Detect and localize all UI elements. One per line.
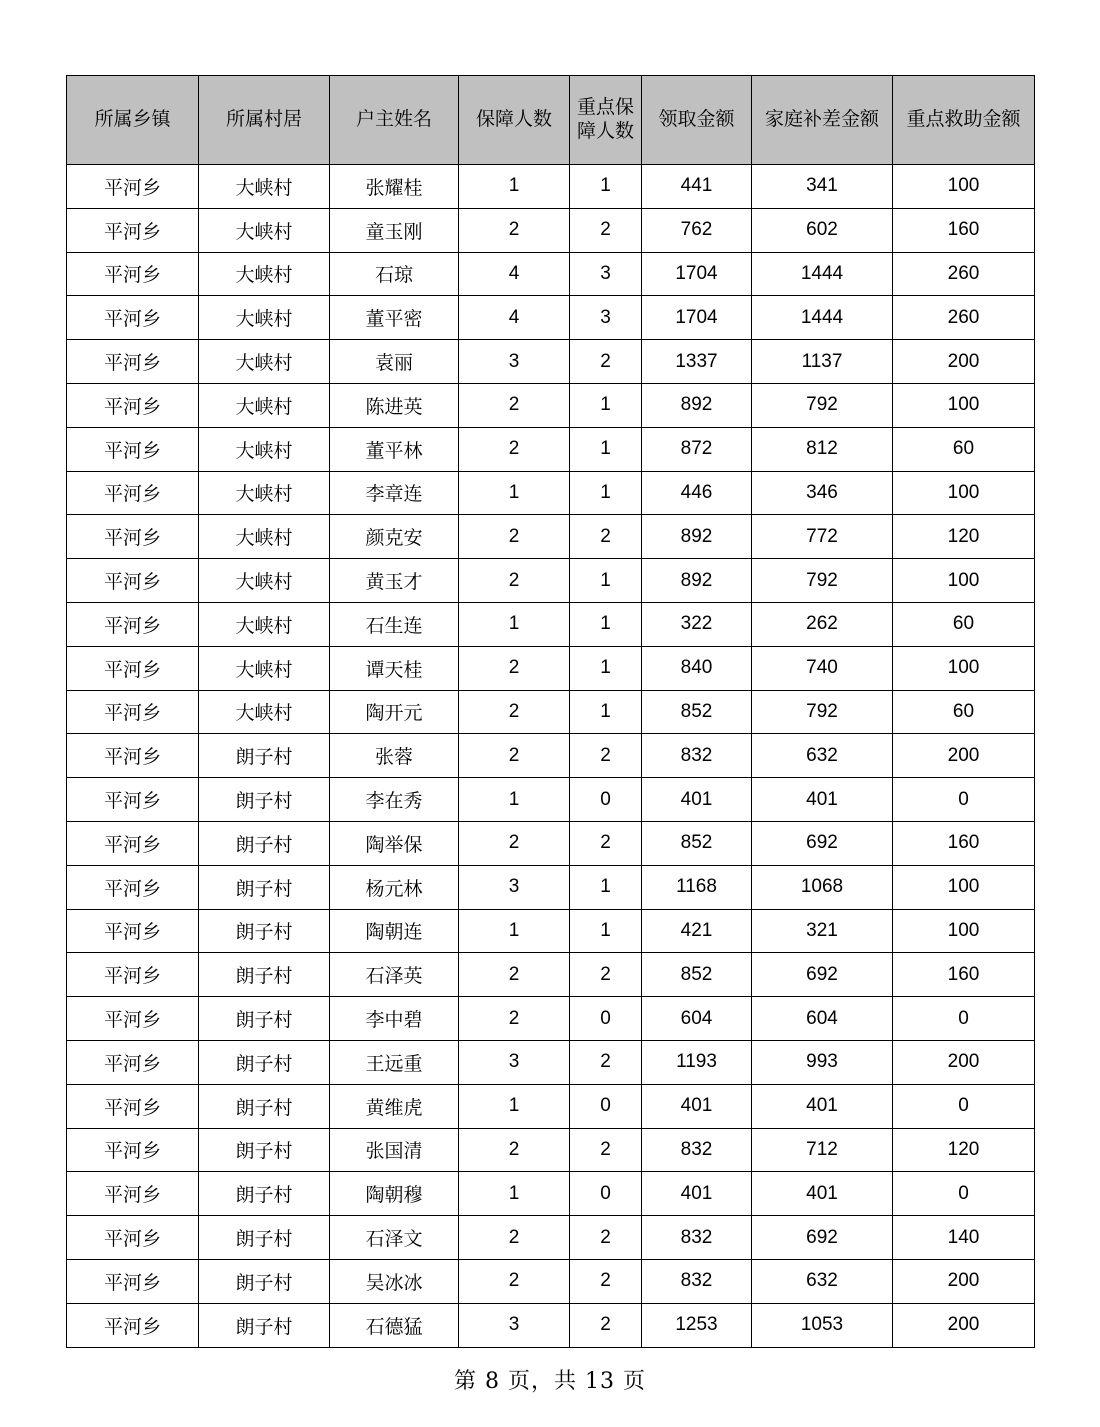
cell-covered-count: 3 — [459, 1303, 570, 1347]
cell-covered-count: 2 — [459, 997, 570, 1041]
header-received-amount: 领取金额 — [642, 76, 752, 165]
cell-key-relief: 100 — [893, 909, 1035, 953]
cell-family-subsidy: 712 — [752, 1128, 893, 1172]
cell-town: 平河乡 — [67, 778, 199, 822]
table-row — [67, 1172, 1035, 1216]
cell-householder: 李中碧 — [330, 997, 459, 1041]
cell-village: 大峡村 — [199, 559, 330, 603]
cell-key-covered-count: 3 — [570, 252, 642, 296]
cell-key-covered-count: 2 — [570, 1040, 642, 1084]
cell-key-relief: 200 — [893, 734, 1035, 778]
cell-received-amount: 762 — [642, 208, 752, 252]
table-row — [67, 778, 1035, 822]
cell-family-subsidy: 602 — [752, 208, 893, 252]
cell-family-subsidy: 346 — [752, 471, 893, 515]
cell-village: 朗子村 — [199, 734, 330, 778]
cell-covered-count: 3 — [459, 865, 570, 909]
cell-key-relief: 260 — [893, 252, 1035, 296]
cell-received-amount: 852 — [642, 953, 752, 997]
cell-family-subsidy: 632 — [752, 1259, 893, 1303]
cell-covered-count: 1 — [459, 1084, 570, 1128]
header-family-subsidy: 家庭补差金额 — [752, 76, 893, 165]
cell-village: 大峡村 — [199, 252, 330, 296]
cell-key-relief: 100 — [893, 865, 1035, 909]
table-row — [67, 909, 1035, 953]
cell-town: 平河乡 — [67, 646, 199, 690]
cell-family-subsidy: 692 — [752, 821, 893, 865]
cell-village: 朗子村 — [199, 778, 330, 822]
cell-village: 大峡村 — [199, 646, 330, 690]
cell-key-relief: 60 — [893, 427, 1035, 471]
cell-key-covered-count: 2 — [570, 1259, 642, 1303]
cell-town: 平河乡 — [67, 427, 199, 471]
page-footer: 第 8 页，共 13 页 — [454, 1369, 646, 1394]
cell-family-subsidy: 321 — [752, 909, 893, 953]
cell-covered-count: 2 — [459, 1259, 570, 1303]
cell-village: 朗子村 — [199, 909, 330, 953]
cell-village: 大峡村 — [199, 165, 330, 209]
cell-covered-count: 1 — [459, 1172, 570, 1216]
cell-key-covered-count: 1 — [570, 865, 642, 909]
cell-householder: 李章连 — [330, 471, 459, 515]
cell-key-covered-count: 2 — [570, 1128, 642, 1172]
cell-key-relief: 120 — [893, 515, 1035, 559]
cell-family-subsidy: 993 — [752, 1040, 893, 1084]
cell-covered-count: 2 — [459, 515, 570, 559]
cell-town: 平河乡 — [67, 690, 199, 734]
cell-received-amount: 446 — [642, 471, 752, 515]
cell-received-amount: 401 — [642, 778, 752, 822]
cell-householder: 石德猛 — [330, 1303, 459, 1347]
cell-village: 大峡村 — [199, 471, 330, 515]
cell-covered-count: 4 — [459, 296, 570, 340]
table-row — [67, 296, 1035, 340]
cell-town: 平河乡 — [67, 515, 199, 559]
cell-town: 平河乡 — [67, 383, 199, 427]
cell-town: 平河乡 — [67, 471, 199, 515]
cell-family-subsidy: 792 — [752, 383, 893, 427]
cell-received-amount: 852 — [642, 821, 752, 865]
cell-family-subsidy: 1137 — [752, 340, 893, 384]
cell-received-amount: 840 — [642, 646, 752, 690]
cell-covered-count: 2 — [459, 690, 570, 734]
cell-key-covered-count: 3 — [570, 296, 642, 340]
table-row — [67, 1084, 1035, 1128]
cell-covered-count: 2 — [459, 734, 570, 778]
table-row — [67, 997, 1035, 1041]
cell-family-subsidy: 401 — [752, 778, 893, 822]
cell-town: 平河乡 — [67, 1040, 199, 1084]
cell-town: 平河乡 — [67, 953, 199, 997]
cell-family-subsidy: 692 — [752, 1216, 893, 1260]
cell-key-relief: 60 — [893, 602, 1035, 646]
table-row — [67, 515, 1035, 559]
header-row — [67, 76, 1035, 165]
cell-covered-count: 2 — [459, 821, 570, 865]
cell-key-relief: 100 — [893, 165, 1035, 209]
cell-town: 平河乡 — [67, 165, 199, 209]
cell-town: 平河乡 — [67, 1128, 199, 1172]
header-key-relief: 重点救助金额 — [893, 76, 1035, 165]
cell-town: 平河乡 — [67, 602, 199, 646]
cell-family-subsidy: 772 — [752, 515, 893, 559]
cell-key-relief: 120 — [893, 1128, 1035, 1172]
cell-family-subsidy: 1444 — [752, 296, 893, 340]
cell-householder: 石生连 — [330, 602, 459, 646]
cell-householder: 董平密 — [330, 296, 459, 340]
cell-key-covered-count: 1 — [570, 471, 642, 515]
cell-covered-count: 2 — [459, 646, 570, 690]
cell-village: 朗子村 — [199, 953, 330, 997]
cell-key-relief: 100 — [893, 471, 1035, 515]
table-body — [67, 165, 1035, 1348]
cell-key-relief: 60 — [893, 690, 1035, 734]
cell-village: 大峡村 — [199, 383, 330, 427]
cell-key-relief: 100 — [893, 646, 1035, 690]
cell-received-amount: 1704 — [642, 296, 752, 340]
cell-householder: 陶朝穆 — [330, 1172, 459, 1216]
cell-householder: 王远重 — [330, 1040, 459, 1084]
table-row — [67, 734, 1035, 778]
table-row — [67, 340, 1035, 384]
cell-householder: 黄玉才 — [330, 559, 459, 603]
cell-key-covered-count: 2 — [570, 1303, 642, 1347]
cell-householder: 陶开元 — [330, 690, 459, 734]
cell-village: 大峡村 — [199, 208, 330, 252]
cell-covered-count: 1 — [459, 778, 570, 822]
cell-received-amount: 1253 — [642, 1303, 752, 1347]
cell-covered-count: 2 — [459, 559, 570, 603]
cell-key-covered-count: 1 — [570, 646, 642, 690]
cell-received-amount: 401 — [642, 1084, 752, 1128]
cell-key-covered-count: 2 — [570, 953, 642, 997]
header-town: 所属乡镇 — [67, 76, 199, 165]
cell-village: 大峡村 — [199, 602, 330, 646]
cell-received-amount: 1168 — [642, 865, 752, 909]
cell-village: 朗子村 — [199, 1084, 330, 1128]
cell-key-relief: 260 — [893, 296, 1035, 340]
cell-village: 朗子村 — [199, 1259, 330, 1303]
cell-village: 朗子村 — [199, 1128, 330, 1172]
cell-village: 大峡村 — [199, 296, 330, 340]
cell-received-amount: 872 — [642, 427, 752, 471]
header-key-covered-count: 重点保障人数 — [570, 76, 642, 165]
cell-key-covered-count: 1 — [570, 559, 642, 603]
cell-town: 平河乡 — [67, 1172, 199, 1216]
cell-received-amount: 892 — [642, 559, 752, 603]
table-row — [67, 865, 1035, 909]
cell-key-covered-count: 2 — [570, 821, 642, 865]
cell-key-relief: 140 — [893, 1216, 1035, 1260]
cell-town: 平河乡 — [67, 559, 199, 603]
cell-village: 朗子村 — [199, 997, 330, 1041]
cell-received-amount: 832 — [642, 1259, 752, 1303]
cell-key-covered-count: 1 — [570, 690, 642, 734]
table-row — [67, 602, 1035, 646]
table-row — [67, 1259, 1035, 1303]
cell-village: 朗子村 — [199, 1216, 330, 1260]
cell-village: 大峡村 — [199, 515, 330, 559]
cell-family-subsidy: 604 — [752, 997, 893, 1041]
cell-covered-count: 2 — [459, 383, 570, 427]
cell-key-relief: 160 — [893, 953, 1035, 997]
cell-town: 平河乡 — [67, 821, 199, 865]
cell-key-relief: 0 — [893, 1172, 1035, 1216]
cell-key-covered-count: 1 — [570, 427, 642, 471]
cell-key-relief: 160 — [893, 821, 1035, 865]
cell-householder: 陶朝连 — [330, 909, 459, 953]
cell-town: 平河乡 — [67, 997, 199, 1041]
table-row — [67, 252, 1035, 296]
cell-town: 平河乡 — [67, 734, 199, 778]
table-row — [67, 1128, 1035, 1172]
cell-family-subsidy: 401 — [752, 1084, 893, 1128]
cell-key-covered-count: 2 — [570, 340, 642, 384]
cell-householder: 黄维虎 — [330, 1084, 459, 1128]
cell-received-amount: 604 — [642, 997, 752, 1041]
cell-key-covered-count: 2 — [570, 734, 642, 778]
cell-key-covered-count: 1 — [570, 602, 642, 646]
cell-key-covered-count: 1 — [570, 383, 642, 427]
header-householder: 户主姓名 — [330, 76, 459, 165]
cell-village: 朗子村 — [199, 1172, 330, 1216]
cell-received-amount: 832 — [642, 734, 752, 778]
table-row — [67, 471, 1035, 515]
cell-key-relief: 0 — [893, 778, 1035, 822]
cell-householder: 石琼 — [330, 252, 459, 296]
cell-received-amount: 892 — [642, 383, 752, 427]
cell-householder: 童玉刚 — [330, 208, 459, 252]
cell-town: 平河乡 — [67, 252, 199, 296]
cell-family-subsidy: 341 — [752, 165, 893, 209]
cell-key-relief: 100 — [893, 559, 1035, 603]
cell-family-subsidy: 792 — [752, 690, 893, 734]
cell-received-amount: 1193 — [642, 1040, 752, 1084]
header-covered-count: 保障人数 — [459, 76, 570, 165]
cell-householder: 颜克安 — [330, 515, 459, 559]
cell-key-covered-count: 1 — [570, 165, 642, 209]
cell-covered-count: 2 — [459, 953, 570, 997]
cell-town: 平河乡 — [67, 296, 199, 340]
cell-key-covered-count: 1 — [570, 909, 642, 953]
cell-town: 平河乡 — [67, 208, 199, 252]
cell-town: 平河乡 — [67, 909, 199, 953]
cell-householder: 张蓉 — [330, 734, 459, 778]
cell-family-subsidy: 1068 — [752, 865, 893, 909]
cell-received-amount: 1337 — [642, 340, 752, 384]
cell-key-relief: 160 — [893, 208, 1035, 252]
cell-key-covered-count: 0 — [570, 1172, 642, 1216]
cell-covered-count: 3 — [459, 340, 570, 384]
cell-covered-count: 1 — [459, 471, 570, 515]
cell-received-amount: 322 — [642, 602, 752, 646]
cell-village: 大峡村 — [199, 690, 330, 734]
cell-householder: 石泽英 — [330, 953, 459, 997]
cell-covered-count: 1 — [459, 909, 570, 953]
cell-town: 平河乡 — [67, 865, 199, 909]
cell-key-covered-count: 0 — [570, 778, 642, 822]
cell-town: 平河乡 — [67, 1084, 199, 1128]
cell-key-covered-count: 2 — [570, 515, 642, 559]
table-row — [67, 383, 1035, 427]
cell-received-amount: 832 — [642, 1128, 752, 1172]
cell-key-relief: 200 — [893, 1303, 1035, 1347]
cell-received-amount: 852 — [642, 690, 752, 734]
table-row — [67, 646, 1035, 690]
cell-covered-count: 2 — [459, 427, 570, 471]
table-row — [67, 559, 1035, 603]
cell-village: 大峡村 — [199, 427, 330, 471]
cell-key-relief: 200 — [893, 1040, 1035, 1084]
cell-village: 朗子村 — [199, 865, 330, 909]
cell-family-subsidy: 401 — [752, 1172, 893, 1216]
cell-received-amount: 832 — [642, 1216, 752, 1260]
relief-table — [66, 75, 1035, 1348]
cell-key-covered-count: 0 — [570, 1084, 642, 1128]
cell-householder: 陈进英 — [330, 383, 459, 427]
cell-covered-count: 4 — [459, 252, 570, 296]
cell-received-amount: 421 — [642, 909, 752, 953]
cell-householder: 陶举保 — [330, 821, 459, 865]
cell-town: 平河乡 — [67, 1303, 199, 1347]
cell-town: 平河乡 — [67, 1216, 199, 1260]
cell-covered-count: 1 — [459, 165, 570, 209]
cell-family-subsidy: 632 — [752, 734, 893, 778]
cell-householder: 谭天桂 — [330, 646, 459, 690]
cell-family-subsidy: 740 — [752, 646, 893, 690]
cell-householder: 吴冰冰 — [330, 1259, 459, 1303]
cell-town: 平河乡 — [67, 1259, 199, 1303]
cell-key-relief: 200 — [893, 1259, 1035, 1303]
cell-family-subsidy: 1053 — [752, 1303, 893, 1347]
table-row — [67, 821, 1035, 865]
table-row — [67, 1040, 1035, 1084]
cell-key-relief: 100 — [893, 383, 1035, 427]
table-row — [67, 690, 1035, 734]
cell-family-subsidy: 262 — [752, 602, 893, 646]
cell-covered-count: 3 — [459, 1040, 570, 1084]
cell-village: 朗子村 — [199, 1303, 330, 1347]
cell-householder: 张耀桂 — [330, 165, 459, 209]
cell-village: 朗子村 — [199, 1040, 330, 1084]
cell-received-amount: 401 — [642, 1172, 752, 1216]
cell-covered-count: 2 — [459, 1216, 570, 1260]
cell-householder: 李在秀 — [330, 778, 459, 822]
cell-received-amount: 441 — [642, 165, 752, 209]
header-village: 所属村居 — [199, 76, 330, 165]
cell-key-relief: 0 — [893, 997, 1035, 1041]
cell-village: 大峡村 — [199, 340, 330, 384]
cell-received-amount: 892 — [642, 515, 752, 559]
table-row — [67, 1303, 1035, 1347]
cell-received-amount: 1704 — [642, 252, 752, 296]
cell-family-subsidy: 792 — [752, 559, 893, 603]
table-row — [67, 427, 1035, 471]
cell-family-subsidy: 1444 — [752, 252, 893, 296]
table-row — [67, 208, 1035, 252]
cell-covered-count: 2 — [459, 208, 570, 252]
cell-covered-count: 1 — [459, 602, 570, 646]
cell-key-covered-count: 0 — [570, 997, 642, 1041]
cell-covered-count: 2 — [459, 1128, 570, 1172]
cell-householder: 张国清 — [330, 1128, 459, 1172]
cell-householder: 石泽文 — [330, 1216, 459, 1260]
cell-family-subsidy: 692 — [752, 953, 893, 997]
cell-key-covered-count: 2 — [570, 1216, 642, 1260]
table-row — [67, 165, 1035, 209]
cell-family-subsidy: 812 — [752, 427, 893, 471]
cell-key-relief: 0 — [893, 1084, 1035, 1128]
cell-village: 朗子村 — [199, 821, 330, 865]
cell-key-covered-count: 2 — [570, 208, 642, 252]
cell-householder: 董平林 — [330, 427, 459, 471]
cell-town: 平河乡 — [67, 340, 199, 384]
table-row — [67, 1216, 1035, 1260]
cell-householder: 杨元林 — [330, 865, 459, 909]
cell-householder: 袁丽 — [330, 340, 459, 384]
cell-key-relief: 200 — [893, 340, 1035, 384]
table-row — [67, 953, 1035, 997]
